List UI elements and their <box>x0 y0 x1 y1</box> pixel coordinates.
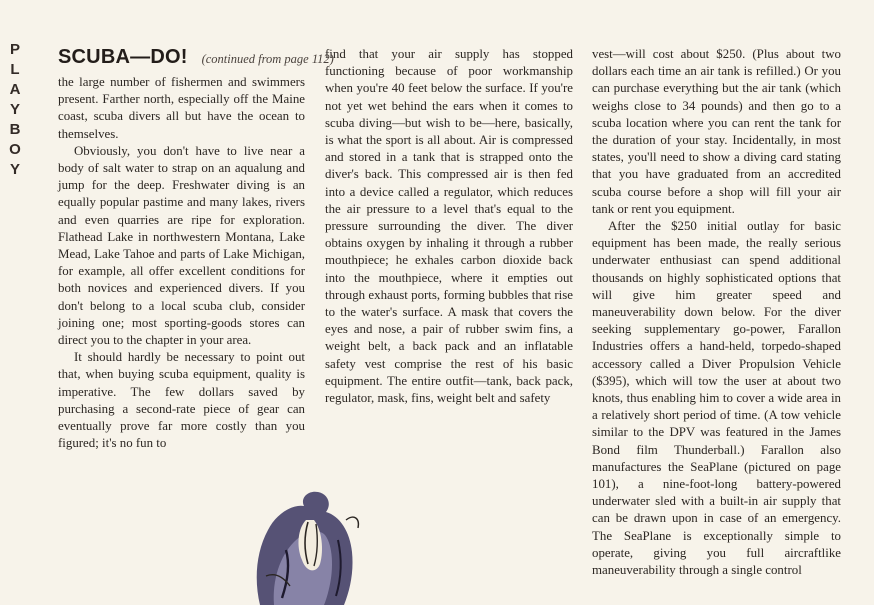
masthead-letter: Y <box>9 161 20 178</box>
paragraph: find that your air supply has stopped functioning because of poor workmanship when you're 40 feet below the surface. If you're not yet wet behind the ears when it comes to scuba diving—but wish to be—here, basically, is what the sport is all about. Air is compressed and stored in a tank that is strapped onto the diver's back. This compressed air is then fed into a device called a regulator, which reduces the air pressure to a level that's equal to the pressure surrounding the diver. The diver obtains oxygen by inhaling it through a rubber mouthpiece; he exhales carbon dioxide back into the mouthpiece, where it empties out through exhaust ports, forming bubbles that rise to the water's surface. A mask that covers the eyes and nose, a pair of rubber swim fins, a weight belt, a back pack and an inflatable safety vest comprise the rest of his basic equipment. The entire outfit—tank, back pack, regulator, mask, fins, weight belt and safety <box>325 47 573 406</box>
masthead-letter: P <box>9 41 20 58</box>
masthead-letter: O <box>9 141 21 158</box>
text-column-1 <box>58 74 305 452</box>
playboy-masthead <box>4 40 26 180</box>
paragraph: vest—will cost about $250. (Plus about two dollars each time an air tank is refilled.) Or you can purchase everything but the air tank (which weighs close to 34 pounds) and then go to a scuba location where you can rent the tank for the duration of your stay. Incidentally, in most states, you'll need to show a diving card stating that you have graduated from an accredited scuba course before a shop will fill your air tank or rent you equipment. <box>592 47 841 216</box>
article-title: SCUBA—DO! <box>58 46 188 68</box>
paragraph: the large number of fishermen and swimmers present. Farther north, especially off the Maine coast, scuba divers all but have the ocean to themselves. <box>58 75 305 141</box>
paragraph: It should hardly be necessary to point out that, when buying scuba equipment, quality is imperative. The few dollars saved by purchasing a second-rate piece of gear can eventually prove far more costly than you figured; it's no fun to <box>58 350 305 451</box>
masthead-letter: L <box>10 61 20 78</box>
masthead-letter: B <box>9 121 21 138</box>
diver-illustration <box>246 480 376 605</box>
masthead-letter: Y <box>9 101 20 118</box>
masthead-letter: A <box>9 81 21 98</box>
text-column-3 <box>592 46 841 579</box>
continued-note: (continued from page 112) <box>201 52 334 66</box>
paragraph: After the $250 initial outlay for basic equipment has been made, the really serious underwater enthusiast can spend additional thousands on highly sophisticated options that will give him greater speed and maneuverability down below. For the diver seeking supplementary go-power, Farallon Industries offers a hand-held, torpedo-shaped accessory called a Diver Propulsion Vehicle ($395), which will tow the user at about two knots, thus enabling him to cover a wide area in a relatively short period of time. (A tow vehicle similar to the DPV was featured in the James Bond film Thunderball.) Farallon also manufactures the SeaPlane (pictured on page 101), a nine-foot-long battery-powered underwater sled with a built-in air supply that can be drawn upon in case of an emergency. The SeaPlane is exceptionally simple to operate, giving you full aircraftlike maneuverability through a single control <box>592 219 841 578</box>
paragraph: Obviously, you don't have to live near a body of salt water to strap on an aqualung and jump for the deep. Freshwater diving is an equally popular pastime and many lakes, rivers and even quarries are ripe for exploration. Flathead Lake in northwestern Montana, Lake Mead, Lake Tahoe and parts of Lake Michigan, for example, all offer excellent conditions for both novices and experienced divers. If you don't belong to a local scuba club, consider joining one; most sporting-goods stores can direct you to the chapter in your area. <box>58 143 305 348</box>
article-heading <box>58 46 334 70</box>
text-column-2 <box>325 46 573 407</box>
